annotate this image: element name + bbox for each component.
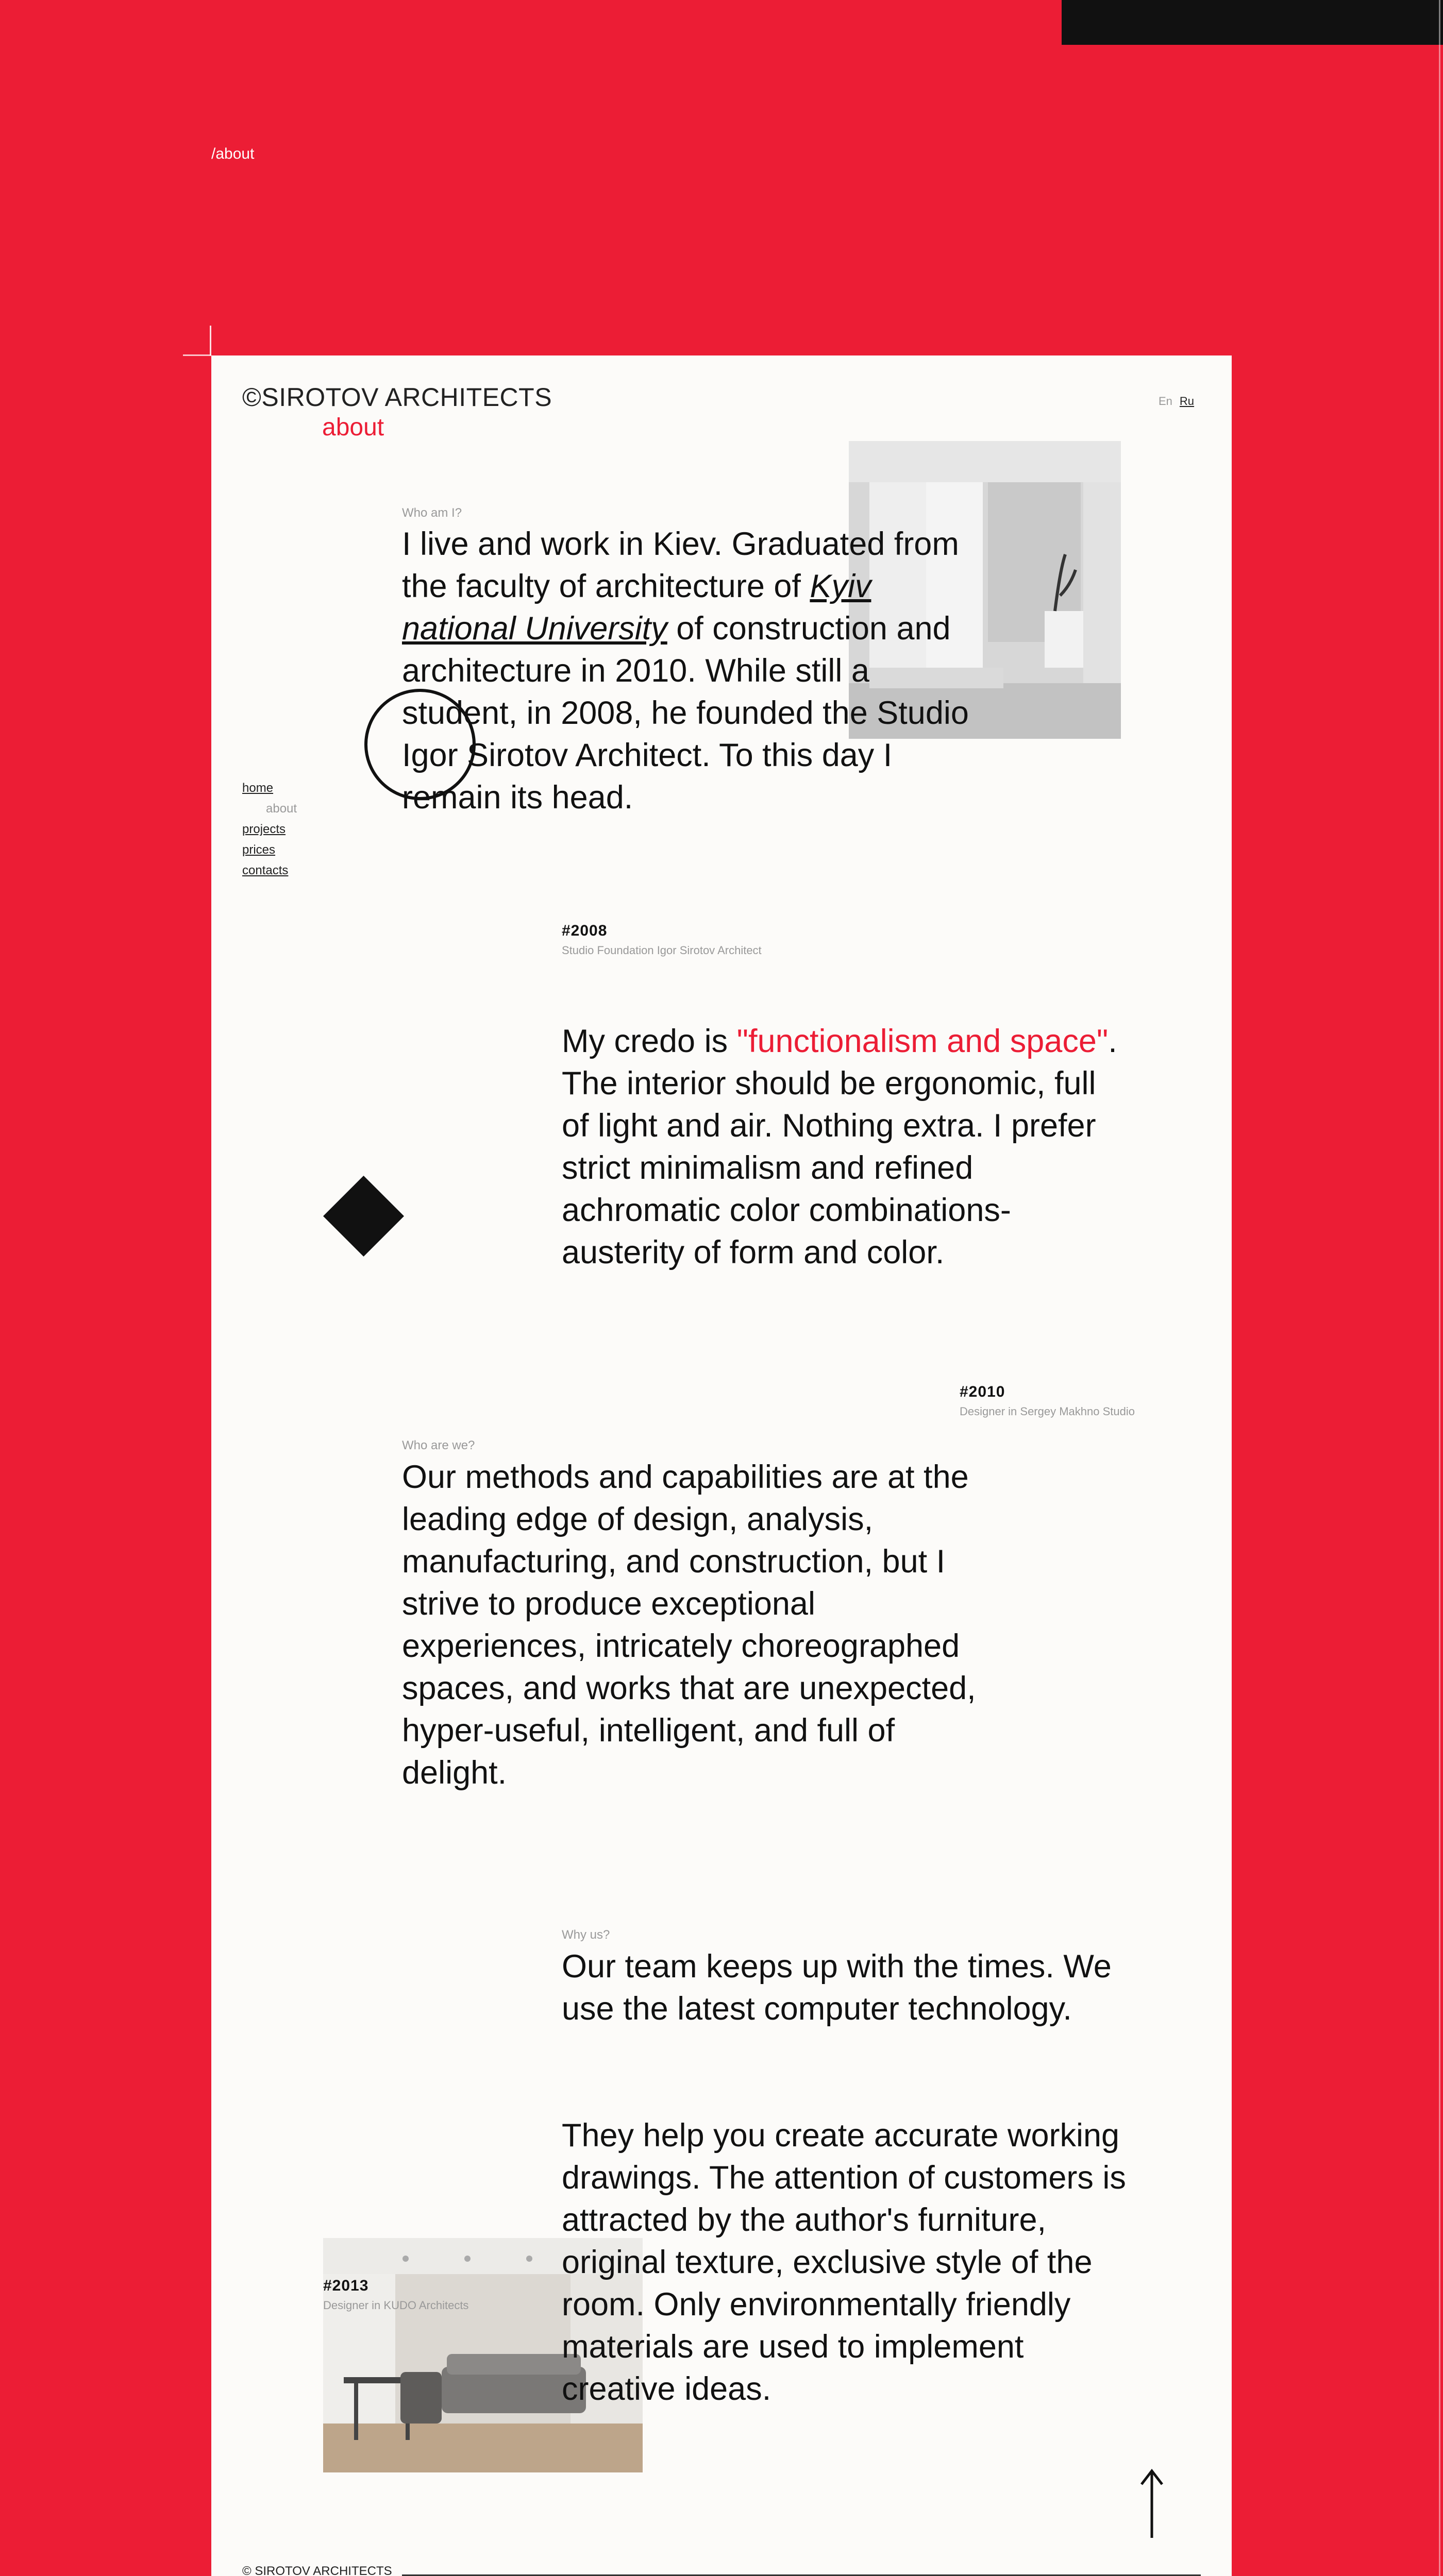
brand-logo[interactable]: ©SIROTOV ARCHITECTS <box>242 383 552 412</box>
credo-suffix: . The interior should be ergonomic, full of light and air. Nothing extra. I prefer strict minimalism and refined achromatic color combinations-austerity of form and color. <box>562 1023 1117 1270</box>
about-intro-text <box>402 523 969 819</box>
about-page-card <box>211 355 1232 2576</box>
section-label: Who are we? <box>402 1438 475 1452</box>
milestone-desc: Designer in KUDO Architects <box>323 2299 469 2312</box>
lang-ru-link[interactable]: Ru <box>1179 395 1195 408</box>
university-link[interactable]: Kyiv national University <box>402 568 871 647</box>
milestone-desc: Designer in Sergey Makhno Studio <box>960 1405 1135 1418</box>
nav-projects[interactable]: projects <box>242 822 286 836</box>
credo-highlight: "functionalism and space" <box>736 1023 1109 1059</box>
circle-shape <box>364 689 476 800</box>
credo-prefix: My credo is <box>562 1023 737 1059</box>
milestone-2013 <box>323 2277 468 2312</box>
nav-contacts[interactable]: contacts <box>242 863 289 877</box>
intro-text-part: I live and work in Kiev. Graduated from the faculty of architecture of <box>402 526 959 604</box>
milestone-year: #2013 <box>323 2277 369 2294</box>
section-label: Why us? <box>562 1928 610 1942</box>
milestone-2008 <box>562 922 762 957</box>
side-nav <box>242 778 297 881</box>
why-us-text-2: They help you create accurate working drawings. The attention of customers is attracted by the author's furniture, original texture, exclusive style of the room. Only environmentally friendly materials are used to implement creative ideas. <box>562 2117 1126 2407</box>
milestone-year: #2008 <box>562 922 608 939</box>
language-switcher <box>1159 395 1194 408</box>
corner-mark <box>183 354 211 356</box>
milestone-2010 <box>960 1383 1135 1418</box>
intro-text-part: of construction and architecture in 2010. While still a student, in 2008, he founded the Studio Igor Sirotov Architect. To this day I remain its head. <box>402 611 969 816</box>
breadcrumb[interactable]: /about <box>211 145 255 162</box>
nav-home[interactable]: home <box>242 781 274 795</box>
methods-text: Our methods and capabilities are at the leading edge of design, analysis, manufacturing, and construction, but I strive to produce exceptional experiences, intricately choreographed spaces, and works that are unexpected, hyper-useful, intelligent, and full of delight. <box>402 1459 976 1791</box>
nav-about[interactable]: about <box>266 802 297 816</box>
credo-text <box>562 1020 1129 1274</box>
page-title: about <box>322 414 384 441</box>
diamond-shape <box>323 1176 404 1257</box>
scroll-top-arrow-icon[interactable] <box>1139 2468 1165 2543</box>
why-us-text-1: Our team keeps up with the times. We use the latest computer technology. <box>562 1948 1112 2027</box>
milestone-year: #2010 <box>960 1383 1005 1400</box>
nav-prices[interactable]: prices <box>242 843 276 857</box>
milestone-desc: Studio Foundation Igor Sirotov Architect <box>562 944 762 957</box>
lang-en-link[interactable]: En <box>1159 395 1172 408</box>
section-label: Who am I? <box>402 506 462 520</box>
grid-line <box>1439 0 1440 2576</box>
top-black-bar <box>1062 0 1443 45</box>
footer-copyright: © SIROTOV ARCHITECTS <box>242 2564 392 2576</box>
corner-mark <box>210 326 211 355</box>
